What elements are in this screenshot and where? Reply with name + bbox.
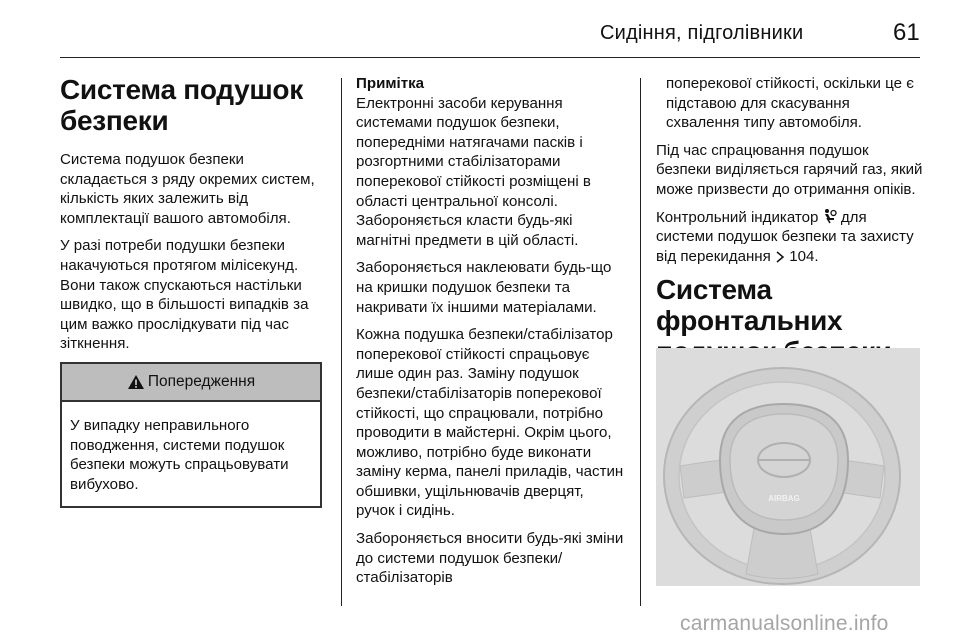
warning-header [62, 364, 320, 402]
paragraph: Забороняється наклеювати будь-що на кришки подушок безпеки та накривати їх іншими матеріалами. [356, 259, 612, 316]
paragraph: У разі потреби подушки безпеки накачуються протягом мілісекунд. Вони також спускаються настільки швидко, що в більшості випадків за цим важко прослідкувати під час зіткнення. [60, 237, 309, 353]
watermark: carmanualsonline.info [680, 612, 889, 635]
warning-title: Попередження [147, 373, 256, 391]
warning-text: У випадку неправильного поводження, системи подушок безпеки можуть спрацьовувати вибухово. [70, 416, 289, 493]
indicator-text-after: для системи подушок безпеки та захисту від перекидання [656, 208, 914, 265]
note [356, 74, 624, 250]
warning-box [60, 362, 322, 508]
column-divider-left [341, 78, 342, 606]
header-divider [60, 57, 920, 58]
paragraph: Система подушок безпеки складається з ряду окремих систем, кількість яких залежить від комплектації вашого автомобіля. [60, 151, 315, 227]
column-1 [60, 74, 326, 508]
note-text: Електронні засоби керування системами подушок безпеки, попередніми натягачами пасків і розгортними стабілізаторами поперекової стійкості розміщені в області центральної консолі. Забороняється класти будь-які магнітні предмети в цій області. [356, 94, 591, 249]
indicator-text-before: Контрольний індикатор [656, 208, 819, 226]
paragraph: Забороняється вносити будь-які зміни до системи подушок безпеки/стабілізаторів [356, 530, 624, 587]
steering-wheel-illustration [656, 348, 920, 586]
airbag-label: AIRBAG [768, 494, 800, 503]
page-reference: 104. [789, 247, 819, 265]
paragraph-continued: поперекової стійкості, оскільки це є підставою для скасування схвалення типу автомобіля. [666, 75, 914, 132]
paragraph: Кожна подушка безпеки/стабілізатор поперекової стійкості спрацьовує лише один раз. Заміну подушок безпеки/стабілізаторів поперекової стійкості, що спрацювали, потрібно проводити в майстерні. Окрім цього, можливо, потрібно буде виконати заміну керма, панелі приладів, частин обшивки, ущільнювачів дверцят, ручок і сидінь. [356, 326, 624, 520]
paragraph: Під час спрацювання подушок безпеки виділяється гарячий газ, який може призвести до отримання опіків. [656, 141, 923, 198]
steering-wheel-image [656, 348, 920, 586]
column-3 [656, 74, 924, 367]
page-header-title: Сидіння, підголівники [600, 22, 804, 44]
page-reference-arrow-icon [775, 251, 785, 263]
paragraph-indicator [656, 208, 924, 267]
page-number: 61 [893, 19, 920, 46]
column-2 [356, 74, 624, 596]
section-heading-front-airbags: Система фронтальних [656, 274, 843, 337]
column-divider-right [640, 78, 641, 606]
warning-triangle-icon [127, 374, 145, 390]
airbag-indicator-icon [823, 208, 837, 224]
section-heading-airbag-system: Система подушок безпеки [60, 74, 303, 136]
note-title: Примітка [356, 75, 425, 92]
